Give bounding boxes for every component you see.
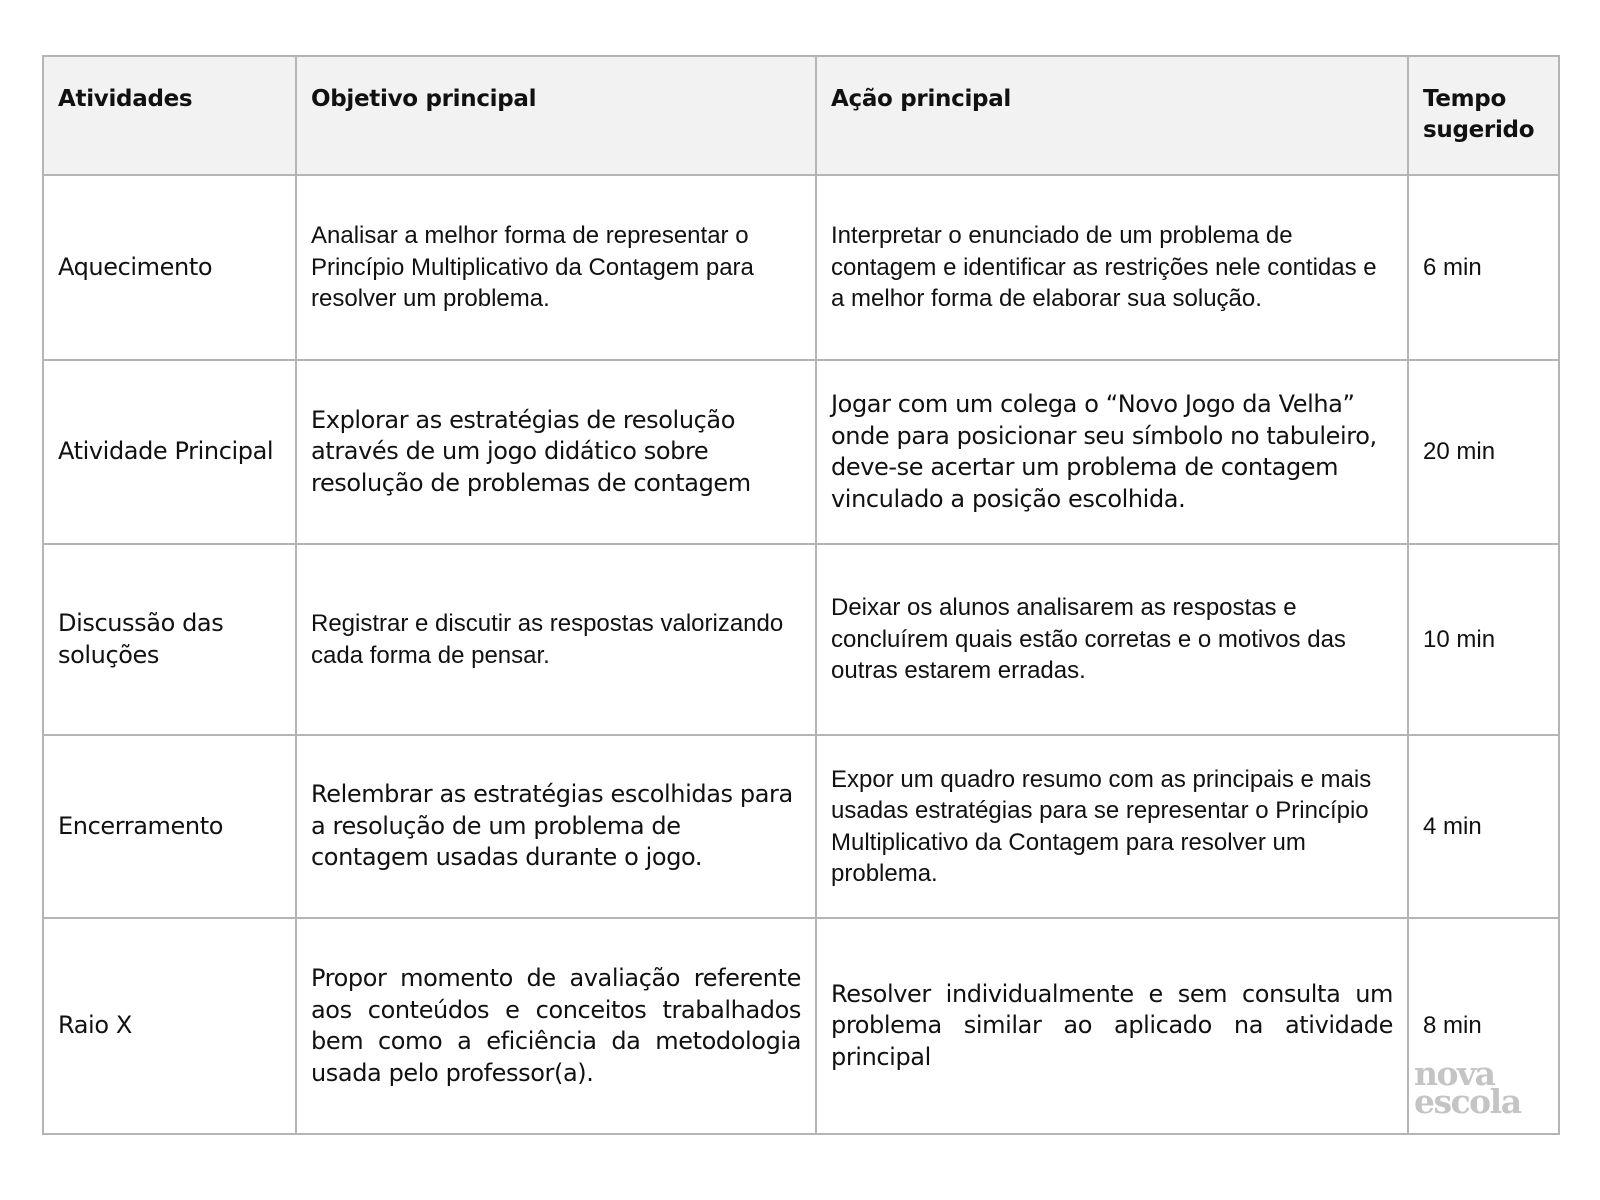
- cell-acao: Jogar com um colega o “Novo Jogo da Velha” onde para posicionar seu símbolo no tabuleiro, deve-se acertar um problema de contagem vinculado a posição escolhida.: [816, 360, 1408, 544]
- cell-objetivo: Analisar a melhor forma de representar o Princípio Multiplicativo da Contagem para resolver um problema.: [296, 175, 816, 360]
- table-row: [43, 735, 1559, 918]
- cell-atividade: Aquecimento: [43, 175, 296, 360]
- header-row: [43, 56, 1559, 175]
- cell-objetivo: Registrar e discutir as respostas valorizando cada forma de pensar.: [296, 544, 816, 735]
- cell-atividade: Atividade Principal: [43, 360, 296, 544]
- cell-objetivo: Relembrar as estratégias escolhidas para a resolução de um problema de contagem usadas durante o jogo.: [296, 735, 816, 918]
- table-row: [43, 175, 1559, 360]
- header-atividades: Atividades: [43, 56, 296, 175]
- cell-tempo: 8 min: [1408, 918, 1559, 1134]
- cell-acao: Resolver individualmente e sem consulta um problema similar ao aplicado na atividade principal: [816, 918, 1408, 1134]
- lesson-plan-table: [42, 55, 1560, 1135]
- cell-acao: Interpretar o enunciado de um problema de contagem e identificar as restrições nele contidas e a melhor forma de elaborar sua solução.: [816, 175, 1408, 360]
- cell-tempo: 6 min: [1408, 175, 1559, 360]
- cell-atividade: Encerramento: [43, 735, 296, 918]
- table-row: [43, 544, 1559, 735]
- cell-objetivo: Explorar as estratégias de resolução através de um jogo didático sobre resolução de problemas de contagem: [296, 360, 816, 544]
- header-acao: Ação principal: [816, 56, 1408, 175]
- table-row: [43, 918, 1559, 1134]
- cell-tempo: 20 min: [1408, 360, 1559, 544]
- cell-atividade: Discussão das soluções: [43, 544, 296, 735]
- cell-tempo: 4 min: [1408, 735, 1559, 918]
- table-row: [43, 360, 1559, 544]
- logo-line-nova: nova: [1414, 1054, 1495, 1093]
- cell-tempo: 10 min: [1408, 544, 1559, 735]
- nova-escola-logo: [1414, 1054, 1521, 1121]
- logo-line-escola: escola: [1414, 1082, 1521, 1121]
- header-tempo: Tempo sugerido: [1408, 56, 1559, 175]
- header-objetivo: Objetivo principal: [296, 56, 816, 175]
- cell-atividade: Raio X: [43, 918, 296, 1134]
- cell-acao: Expor um quadro resumo com as principais e mais usadas estratégias para se representar o Princípio Multiplicativo da Contagem para resolver um problema.: [816, 735, 1408, 918]
- cell-objetivo: Propor momento de avaliação referente aos conteúdos e conceitos trabalhados bem como a eficiência da metodologia usada pelo professor(a).: [296, 918, 816, 1134]
- cell-acao: Deixar os alunos analisarem as respostas e concluírem quais estão corretas e o motivos das outras estarem erradas.: [816, 544, 1408, 735]
